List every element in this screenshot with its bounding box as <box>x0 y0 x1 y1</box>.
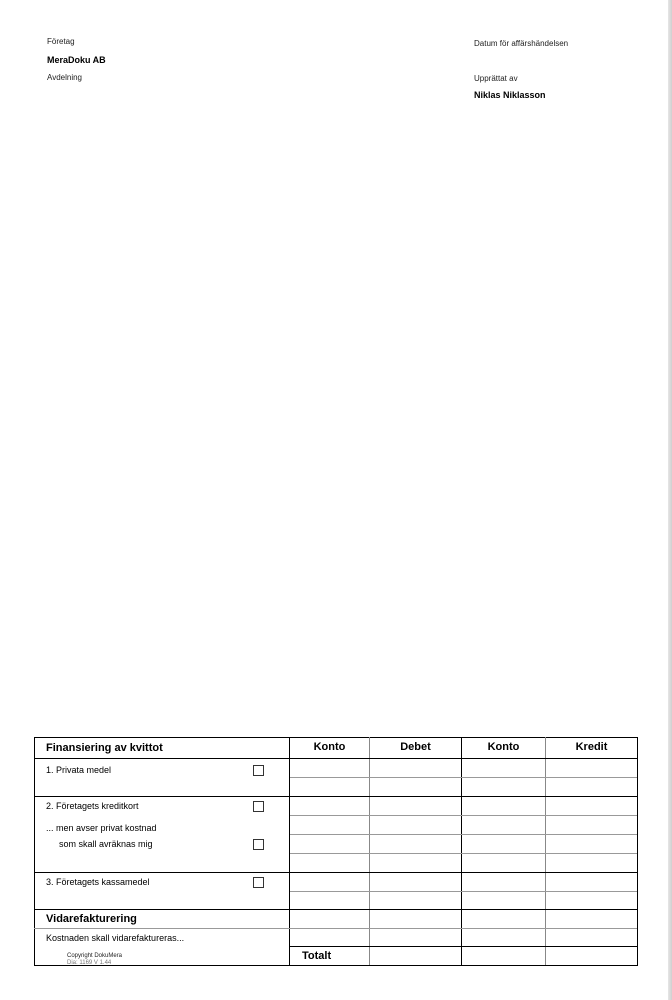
column-kredit: Kredit <box>575 741 608 753</box>
grid-row-line <box>290 777 637 778</box>
column-konto-kredit: Konto <box>487 741 520 753</box>
grid-row-line <box>290 891 637 892</box>
divider-debet <box>369 737 370 965</box>
option-cash-funds: 3. Företagets kassamedel <box>46 877 150 887</box>
grid-row-line <box>290 928 637 929</box>
company-label: Företag <box>47 37 75 46</box>
department-block <box>47 72 82 84</box>
option-private-funds: 1. Privata medel <box>46 765 112 775</box>
prepared-value-block <box>474 89 546 101</box>
divider-left-panel <box>289 737 290 965</box>
company-block <box>47 36 75 48</box>
rebilling-text: Kostnaden skall vidarefaktureras... <box>46 933 185 943</box>
totals-line <box>290 946 637 947</box>
header-underline <box>34 758 637 759</box>
prepared-block <box>474 73 518 85</box>
grid-row-line <box>290 815 637 816</box>
form-border <box>34 737 638 966</box>
grid-row-line <box>34 872 637 873</box>
rebilling-title: Vidarefakturering <box>46 913 137 925</box>
date-label: Datum för affärshändelsen <box>474 39 569 48</box>
company-value-block <box>47 54 106 66</box>
rebill-line <box>34 928 290 929</box>
page-edge <box>668 0 672 1000</box>
grid-row-line <box>290 853 637 854</box>
date-block <box>474 38 568 50</box>
option-settle-me: som skall avräknas mig <box>59 839 153 849</box>
version-line: Dia: 1169 V 1.44 <box>67 960 112 966</box>
column-konto-debet: Konto <box>313 741 346 753</box>
total-label: Totalt <box>302 950 332 962</box>
prepared-label: Upprättat av <box>474 74 518 83</box>
grid-row-line <box>34 909 637 910</box>
cash-funds-checkbox[interactable] <box>253 877 264 888</box>
private-cost-checkbox[interactable] <box>253 839 264 850</box>
copyright-line: Copyright DokuMera <box>67 953 123 959</box>
company-value: MeraDoku AB <box>47 55 106 65</box>
prepared-value: Niklas Niklasson <box>474 90 546 100</box>
option-company-card: 2. Företagets kreditkort <box>46 801 139 811</box>
grid-row-line <box>290 834 637 835</box>
accounting-form <box>34 737 638 966</box>
grid-row-line <box>34 796 637 797</box>
column-debet: Debet <box>400 741 431 753</box>
company-card-checkbox[interactable] <box>253 801 264 812</box>
divider-konto2 <box>461 737 462 965</box>
financing-title: Finansiering av kvittot <box>46 742 163 754</box>
private-funds-checkbox[interactable] <box>253 765 264 776</box>
department-label: Avdelning <box>47 73 82 82</box>
divider-kredit <box>545 737 546 965</box>
option-private-cost: ... men avser privat kostnad <box>46 823 157 833</box>
